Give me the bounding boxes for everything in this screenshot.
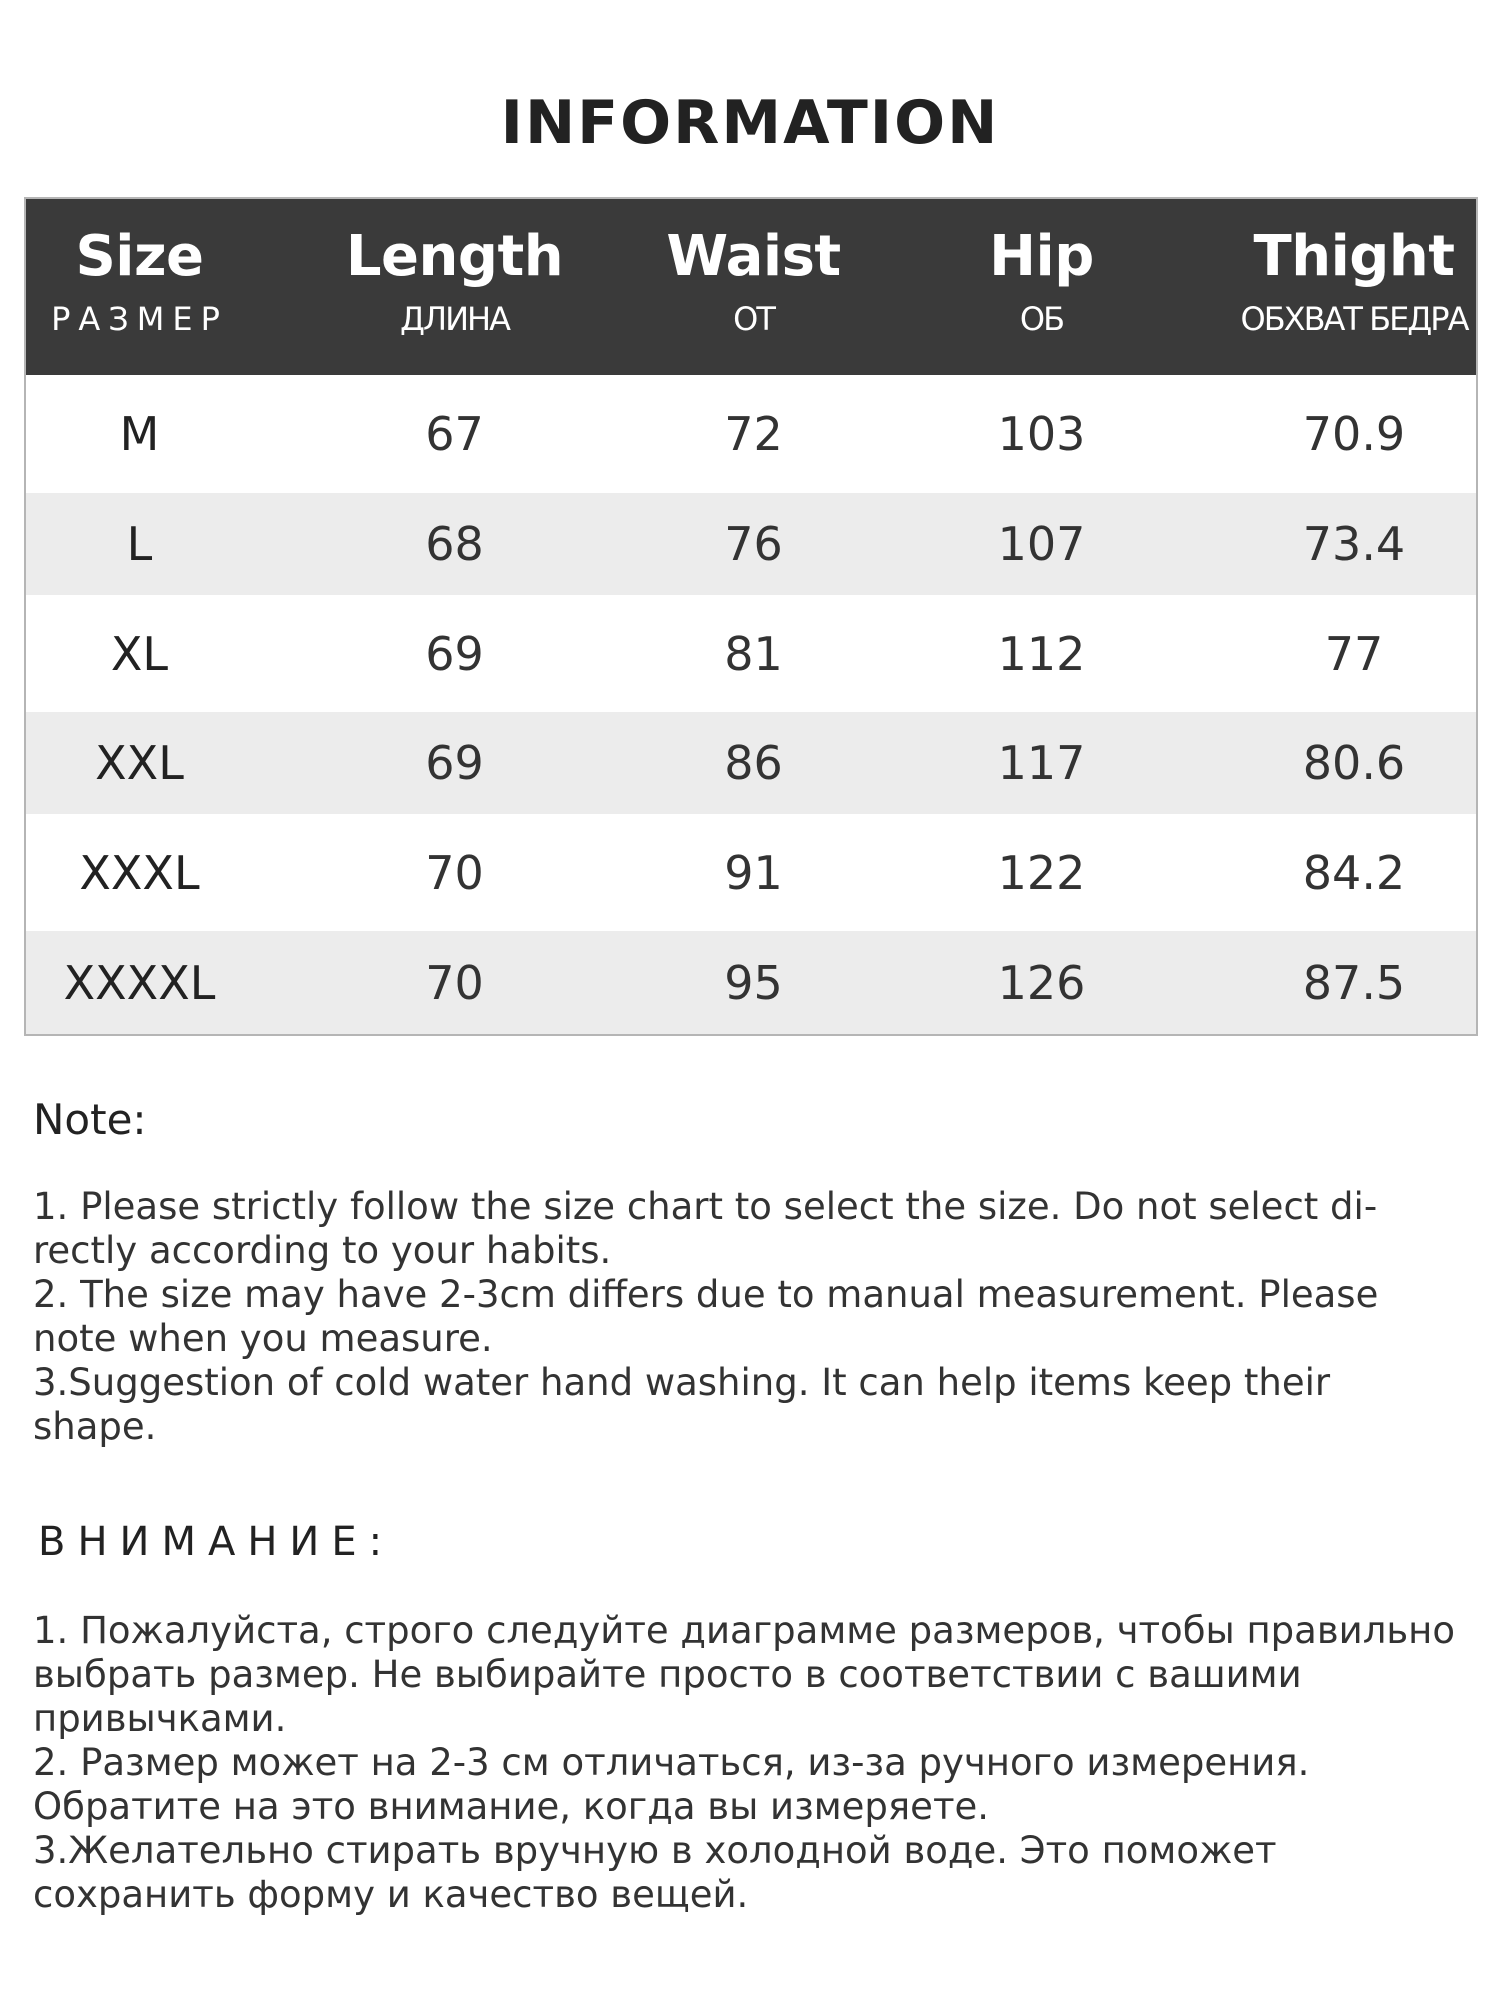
thigh-cell: 70.9	[1302, 407, 1406, 461]
table-header	[26, 199, 1476, 375]
header-size-sublabel: РАЗМЕР	[51, 300, 228, 338]
note-line: 2. The size may have 2-3cm differs due to manual measurement. Please	[33, 1273, 1379, 1316]
header-waist-label: Waist	[666, 224, 841, 289]
length-cell: 70	[425, 955, 484, 1010]
thigh-cell: 84.2	[1302, 845, 1406, 900]
ru-note-text	[33, 1609, 1473, 1917]
hip-cell: 126	[997, 955, 1086, 1010]
length-cell: 67	[425, 407, 484, 461]
waist-cell: 95	[724, 955, 783, 1010]
size-cell: XXXL	[79, 845, 200, 900]
header-size-label: Size	[75, 224, 204, 289]
thigh-cell: 77	[1324, 626, 1384, 681]
waist-cell: 86	[724, 736, 783, 790]
size-cell: XXL	[95, 736, 184, 790]
waist-cell: 72	[724, 407, 783, 461]
table-row	[26, 493, 1476, 595]
table-row	[26, 712, 1476, 814]
length-cell: 69	[425, 736, 484, 790]
length-cell: 69	[425, 626, 484, 681]
hip-cell: 117	[997, 736, 1086, 790]
header-length	[253, 199, 656, 375]
header-length-label: Length	[345, 224, 564, 289]
size-cell: XL	[110, 626, 169, 681]
waist-cell: 91	[724, 845, 783, 900]
header-thigh	[1232, 199, 1476, 375]
hip-cell: 122	[997, 845, 1086, 900]
note-line: 3.Suggestion of cold water hand washing. It can help items keep their	[33, 1361, 1331, 1404]
ru-note-line: привычками.	[33, 1697, 287, 1740]
hip-cell: 107	[997, 517, 1086, 571]
ru-note-line: 2. Размер может на 2-3 см отличаться, из-за ручного измерения.	[33, 1741, 1310, 1784]
note-line: shape.	[33, 1405, 157, 1448]
thigh-cell: 87.5	[1302, 955, 1406, 1010]
ru-note-line: выбрать размер. Не выбирайте просто в соответствии с вашими	[33, 1653, 1302, 1696]
header-hip-sublabel: ОБ	[1019, 300, 1064, 338]
note-line: rectly according to your habits.	[33, 1229, 612, 1272]
header-thigh-sublabel: ОБХВАТ БЕДРА	[1240, 300, 1468, 338]
note-line: note when you measure.	[33, 1317, 493, 1360]
waist-cell: 81	[724, 626, 783, 681]
header-thigh-label: Thight	[1253, 224, 1455, 289]
table-row	[26, 595, 1476, 712]
ru-note-line: Обратите на это внимание, когда вы измеряете.	[33, 1785, 990, 1828]
ru-note-line: 3.Желательно стирать вручную в холодной воде. Это поможет	[33, 1829, 1277, 1872]
size-table	[24, 197, 1478, 1036]
table-row	[26, 814, 1476, 931]
size-cell: M	[119, 407, 160, 461]
length-cell: 68	[425, 517, 484, 571]
page-title: INFORMATION	[500, 88, 1000, 158]
table-row	[26, 931, 1476, 1034]
thigh-cell: 80.6	[1302, 736, 1406, 790]
ru-note-line: сохранить форму и качество вещей.	[33, 1873, 749, 1916]
note-heading: Note:	[33, 1095, 147, 1144]
header-length-sublabel: ДЛИНА	[400, 300, 509, 338]
length-cell: 70	[425, 845, 484, 900]
note-text	[33, 1185, 1473, 1449]
note-line: 1. Please strictly follow the size chart to select the size. Do not select di-	[33, 1185, 1378, 1228]
waist-cell: 76	[724, 517, 783, 571]
header-waist	[656, 199, 851, 375]
ru-note-heading: ВНИМАНИЕ:	[38, 1519, 395, 1565]
table-row	[26, 375, 1476, 493]
header-waist-sublabel: ОТ	[733, 300, 774, 338]
hip-cell: 103	[997, 407, 1086, 461]
ru-note-line: 1. Пожалуйста, строго следуйте диаграмме размеров, чтобы правильно	[33, 1609, 1455, 1652]
header-hip-label: Hip	[989, 224, 1094, 289]
header-hip	[851, 199, 1232, 375]
header-size	[26, 199, 253, 375]
thigh-cell: 73.4	[1302, 517, 1406, 571]
size-cell: XXXXL	[63, 955, 216, 1010]
hip-cell: 112	[997, 626, 1086, 681]
size-cell: L	[126, 517, 153, 571]
